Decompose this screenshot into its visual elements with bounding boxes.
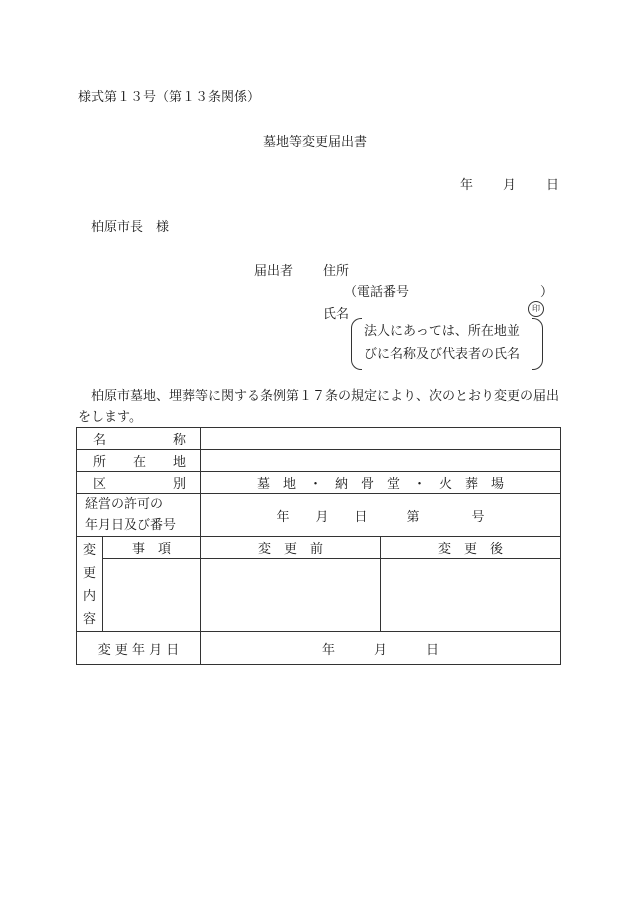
location-value-cell[interactable] <box>201 450 561 472</box>
label-char: 区 <box>93 477 107 492</box>
date-day: 日 <box>546 178 560 193</box>
label-char: 容 <box>82 612 96 627</box>
name-value-cell[interactable] <box>201 428 561 450</box>
bracket-left <box>351 318 362 370</box>
col-before-header: 変 更 前 <box>201 537 381 559</box>
label-char: 更 <box>82 566 96 581</box>
label-char: 地 <box>172 455 186 470</box>
col-item-header: 事 項 <box>103 537 201 559</box>
row-change-body <box>77 559 561 632</box>
date-year: 年 <box>460 178 474 193</box>
addressee: 柏原市長 様 <box>91 220 170 235</box>
label-char: 称 <box>172 433 186 448</box>
name-label-cell <box>77 428 201 450</box>
row-location <box>77 450 561 472</box>
row-permit <box>77 494 561 537</box>
change-date-label-cell: 変 更 年 月 日 <box>77 632 201 665</box>
permit-label-line2: 年月日及び番号 <box>85 518 177 533</box>
item-value-cell[interactable] <box>103 559 201 632</box>
address-label: 住所 <box>323 264 350 279</box>
label-char: 在 <box>132 455 146 470</box>
corporate-note <box>351 318 539 370</box>
label-char: 名 <box>93 433 107 448</box>
body-text: 柏原市墓地、埋葬等に関する条例第１７条の規定により、次のとおり変更の届出をします。 <box>78 389 560 425</box>
seal-icon: 印 <box>528 301 544 317</box>
date-line <box>460 174 559 193</box>
location-label-cell <box>77 450 201 472</box>
permit-label-cell <box>77 494 201 537</box>
label-char: 内 <box>82 589 96 604</box>
page-title: 墓地等変更届出書 <box>262 135 367 150</box>
form-table <box>76 427 561 665</box>
change-date-value-cell[interactable]: 年 月 日 <box>201 632 561 665</box>
corporate-note-text <box>364 320 520 366</box>
kind-label-cell <box>77 472 201 494</box>
permit-label-line1: 経営の許可の <box>85 497 164 512</box>
label-char: 別 <box>172 477 186 492</box>
phone-label: （電話番号 <box>344 285 410 300</box>
row-kind <box>77 472 561 494</box>
corporate-note-line1: 法人にあっては、所在地並 <box>364 324 520 339</box>
date-month: 月 <box>503 178 517 193</box>
applicant-label: 届出者 <box>254 264 294 279</box>
name-label: 氏名 <box>323 307 350 322</box>
change-label-cell <box>77 537 103 632</box>
row-change-date <box>77 632 561 665</box>
before-value-cell[interactable] <box>201 559 381 632</box>
form-number: 様式第１３号（第１３条関係） <box>78 90 261 105</box>
row-change-header <box>77 537 561 559</box>
phone-close-paren: ） <box>540 285 554 300</box>
permit-value-cell[interactable]: 年 月 日 第 号 <box>201 494 561 537</box>
kind-value-cell[interactable]: 墓 地 ・ 納 骨 堂 ・ 火 葬 場 <box>201 472 561 494</box>
label-char: 変 <box>82 543 96 558</box>
bracket-right <box>532 318 543 370</box>
after-value-cell[interactable] <box>381 559 561 632</box>
corporate-note-line2: びに名称及び代表者の氏名 <box>364 347 521 362</box>
row-name <box>77 428 561 450</box>
label-char: 所 <box>93 455 107 470</box>
col-after-header: 変 更 後 <box>381 537 561 559</box>
